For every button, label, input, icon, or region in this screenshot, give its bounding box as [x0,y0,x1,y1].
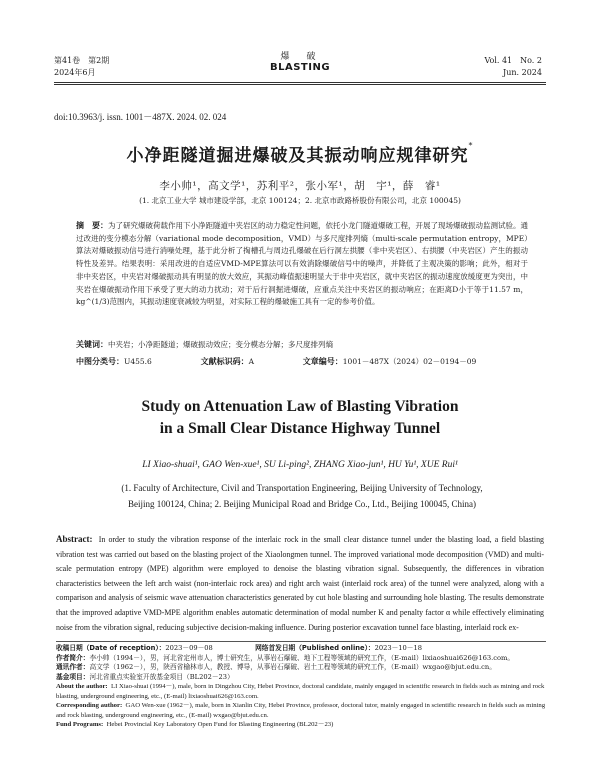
article-no-label: 文章编号： [302,357,343,366]
about-en-label: About the author: [56,683,108,691]
fund-en-label: Fund Programs: [56,721,104,729]
abstract-cn-text: 为了研究爆破荷载作用下小净距隧道中夹岩区的动力稳定性问题，依托小龙门隧道爆破工程，开展了现场爆破振动监测试验。通过改进的变分模态分解（variational mode decomposition，VMD）与多尺度排列熵（multi-scale permutation entropy，MPE）算法对爆破振动信号进行消噪处理，基于此分析了掏槽孔与周边孔爆破在后行洞左拱腰（非中夹岩区）、右拱腰（中夹岩区）产生的振动特性及差异。结果表明：采用改进的自适应VMD-MPE算法可以有效消除爆破信号中的噪声，并降低了主观决策的影响；此外，相对于非中夹岩区，中夹岩对爆破振动具有明显的放大效应，其振动峰值振速明显大于非中夹岩区，就中夹岩区的振动速度放缓度更为突出，中夹岩在爆破振动作用下承受了更大的动力扰动；对于后行洞掘进爆破，应重点关注中夹岩区的振动响应；在距离D小于等于11.57 m，kg^(1/3)范围内，其振动速度衰减较为明显，对实际工程的爆破施工具有一定的参考价值。 [76,221,528,307]
header-rule-bottom [54,84,546,85]
title-en-line-1: Study on Attenuation Law of Blasting Vibration [141,398,459,415]
footnotes [56,644,546,730]
keywords-cn-label: 关键词： [76,340,108,349]
footnote-fund-en [56,720,546,730]
footnote-dates [56,644,546,654]
title-en-line-2: in a Small Clear Distance Highway Tunnel [159,420,441,437]
received-value: 2023－09－08 [165,644,213,652]
fund-en-text: Hebei Provincial Key Laboratory Open Fund for Blasting Engineering (BL202－23) [106,721,334,729]
volume-issue-cn: 第41卷 第2期 [54,56,110,65]
doc-code-label: 文献标识码： [200,357,249,366]
doi[interactable]: doi:10.3963/j. issn. 1001－487X. 2024. 02. 024 [54,112,227,122]
classification-line [76,356,536,368]
journal-header [0,0,600,90]
bio-cn-label: 作者简介： [56,653,90,662]
affiliations-en-line-1: (1. Faculty of Architecture, Civil and Transportation Engineering, Beijing University of Technology, [121,483,483,493]
affiliations-en [72,480,532,512]
article-no-value: 1001－487X（2024）02－0194－09 [342,357,477,366]
received-label: 收稿日期（Date of reception）： [56,644,166,652]
abstract-cn [76,220,528,309]
doc-code-value: A [248,357,254,366]
online-label: 网络首发日期（Published online）： [255,644,375,652]
abstract-en-label: Abstract: [56,534,93,544]
clc-label: 中图分类号： [76,357,124,366]
footnote-corr-en [56,701,546,720]
about-en-text: LI Xiao-shuai (1994－), male, born in Dingzhou City, Hebei Province, doctoral candidate, mainly engaged in scientific research in fields such as mining and rock blasting, underground engineering, etc., (E-mail) lixiaoshuai626@163.com. [56,683,545,700]
title-en [0,396,600,440]
corr-cn-label: 通讯作者： [56,663,90,672]
clc-value: U455.6 [124,357,152,366]
abstract-cn-label: 摘 要： [76,221,108,230]
volume-issue-en: Vol. 41 No. 2 [484,56,542,65]
bio-cn-text: 李小帅（1994－），男，河北省定州市人，博士研究生，从事岩石爆破、地下工程等领域的研究工作，（E-mail）lixiaoshuai626@163.com。 [89,653,515,662]
keywords-cn [76,339,528,351]
date-en: Jun. 2024 [503,68,542,77]
title-cn [0,141,600,166]
affiliations-en-line-2: Beijing 100124, China; 2. Beijing Municipal Road and Bridge Co., Ltd., Beijing 100045, China) [128,499,476,509]
abstract-en [56,532,544,635]
footnote-about-en [56,682,546,701]
header-rule-top [54,82,546,83]
affiliations-cn: (1. 北京工业大学 城市建设学部，北京 100124；2. 北京市政路桥股份有限公司，北京 100045) [139,196,461,205]
fund-cn-label: 基金项目： [56,672,90,681]
date-cn: 2024年6月 [54,68,96,77]
abstract-en-text: In order to study the vibration response of the interlaic rock in the small clear distance tunnel under the blasting load, a field blasting vibration test was carried out based on the blasting project of the Xiaolongmen tunnel. The improved variational mode decomposition (VMD) and multi-scale permutation entropy (MPE) algorithm were employed to denoise the blasting vibration signal. Subsequently, the differences in vibration characteristics between the left arch waist (non-interlaic rock area) and right arch waist (interlaid rock area) of the tunnel were analyzed, along with a comparison and analysis of seismic wave attenuation characteristics generated by cut hole blasting and surrounding hole blasting. The results demonstrate that the improved adaptive VMD-MPE algorithm enables automatic determination of modal number K and penalty factor α while effectively eliminating noise from the vibration signal, reducing subjective decision-making influence. During posterior excavation tunnel face blasting, interlaid rock ex- [56,535,544,632]
header-right [484,55,542,79]
journal-name-cn: 爆 破 [280,52,320,62]
footnote-fund-cn [56,673,546,683]
journal-name-en: BLASTING [269,62,331,73]
corr-cn-text: 高文学（1962－），男，陕西省榆林市人，教授、博导，从事岩石爆破、岩土工程等领域的研究工作，（E-mail）wxgao@bjut.edu.cn。 [89,663,496,672]
footnote-rule [56,641,546,642]
title-cn-text: 小净距隧道掘进爆破及其振动响应规律研究 [126,146,469,166]
footnote-corr-cn [56,663,546,673]
corr-en-text: GAO Wen-xue (1962－), male, born in Xianlin City, Hebei Province, professor, doctoral tutor, mainly engaged in scientific research in fields such as mining and rock blasting, underground engineering, etc., (E-mail) wxgao@bjut.edu.cn. [56,702,546,719]
online-value: 2023－10－18 [374,644,423,652]
title-footnote-mark: * [468,141,474,150]
footnote-bio-cn [56,654,546,664]
fund-cn-text: 河北省重点实验室开放基金项目（BL202－23） [89,672,234,681]
authors-cn: 李小帅¹，高文学¹，苏利平²，张小军¹，胡 宇¹，薛 睿¹ [159,180,441,192]
keywords-cn-text: 中夹岩；小净距隧道；爆破振动效应；变分模态分解；多尺度排列熵 [108,340,333,349]
authors-en: LI Xiao-shuai¹, GAO Wen-xue¹, SU Li-ping², ZHANG Xiao-jun¹, HU Yu¹, XUE Rui¹ [142,460,458,470]
corr-en-label: Corresponding author: [56,702,123,710]
